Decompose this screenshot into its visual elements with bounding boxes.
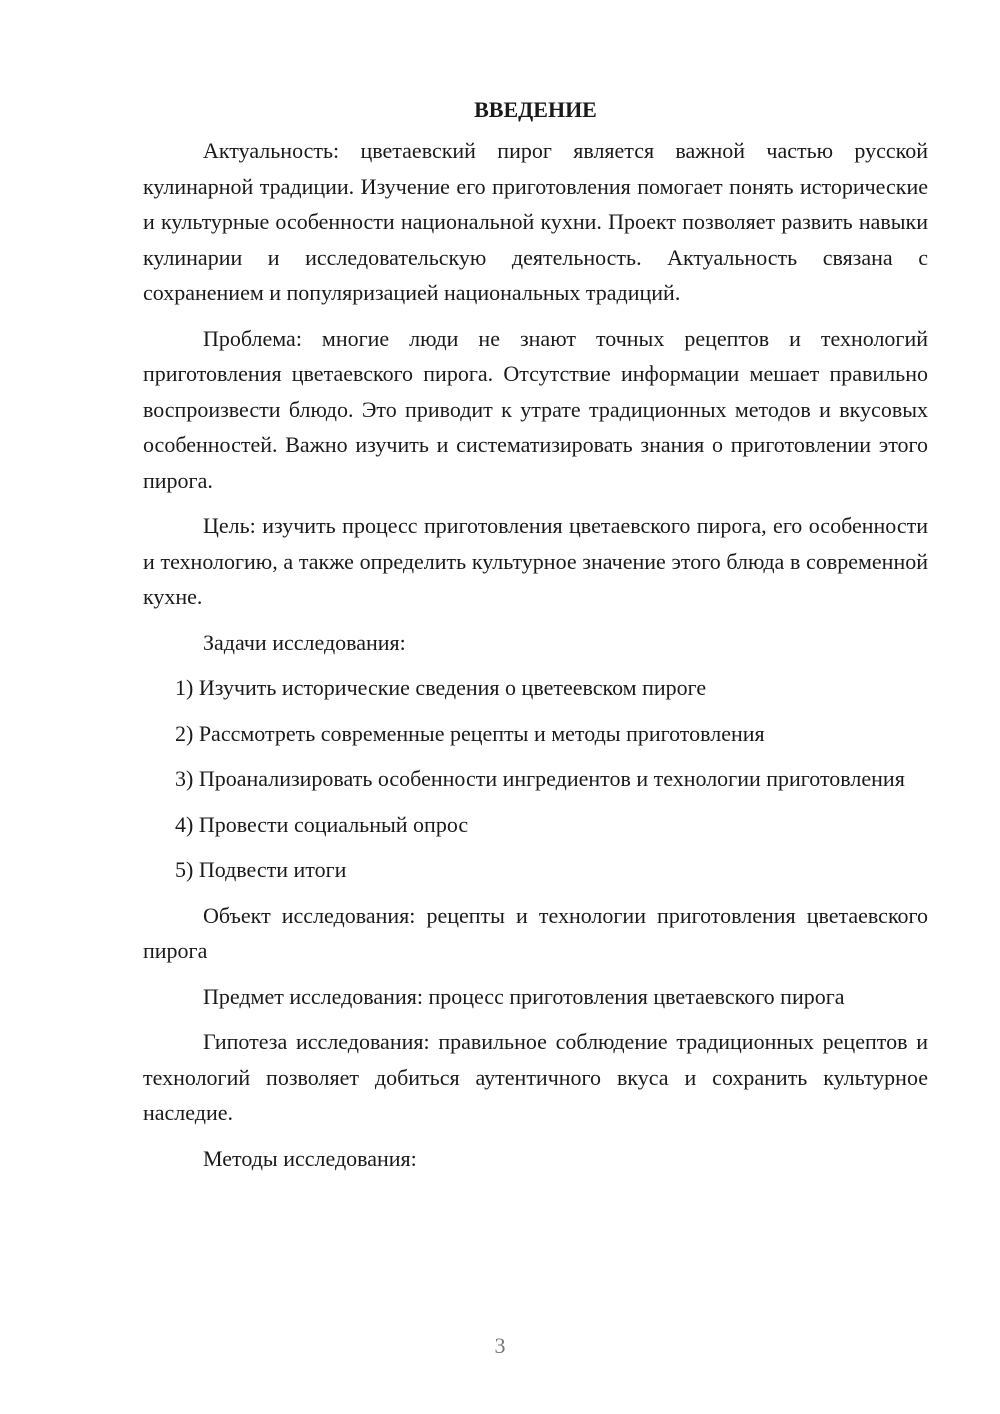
page-number: 3	[494, 1333, 506, 1358]
tasks-heading: Задачи исследования:	[203, 629, 406, 655]
hypothesis-paragraph: Гипотеза исследования: правильное соблюдение традиционных рецептов и технологий позволяет добиться аутентичного вкуса и сохранить культурное наследие.	[143, 1029, 928, 1125]
task-item: 5) Подвести итоги	[175, 857, 347, 882]
object-paragraph: Объект исследования: рецепты и технологии приготовления цветаевского пирога	[143, 902, 928, 963]
goal-paragraph: Цель: изучить процесс приготовления цветаевского пирога, его особенности и технологию, а также определить культурное значение этого блюда в современной кухне.	[143, 513, 928, 609]
problem-paragraph: Проблема: многие люди не знают точных рецептов и технологий приготовления цветаевского пирога. Отсутствие информации мешает правильно воспроизвести блюдо. Это приводит к утрате традиционных методов и вкусовых особенностей. Важно изучить и систематизировать знания о приготовлении этого пирога.	[143, 325, 928, 493]
task-item: 2) Рассмотреть современные рецепты и методы приготовления	[175, 720, 765, 746]
relevance-paragraph: Актуальность: цветаевский пирог является важной частью русской кулинарной традиции. Изучение его приготовления помогает понять исторические и культурные особенности национальной кухни. Проект позволяет развить навыки кулинарии и исследовательскую деятельность. Актуальность связана с сохранением и популяризацией национальных традиций.	[143, 138, 928, 305]
methods-heading: Методы исследования:	[203, 1145, 417, 1171]
subject-paragraph: Предмет исследования: процесс приготовления цветаевского пирога	[203, 983, 845, 1009]
task-item: 4) Провести социальный опрос	[175, 811, 469, 837]
task-item: 3) Проанализировать особенности ингредиентов и технологии приготовления	[175, 766, 905, 791]
tasks-list	[143, 670, 928, 888]
section-title: ВВЕДЕНИЕ	[474, 97, 597, 122]
document-page	[143, 92, 928, 1186]
task-item: 1) Изучить исторические сведения о цветеевском пироге	[175, 675, 707, 700]
